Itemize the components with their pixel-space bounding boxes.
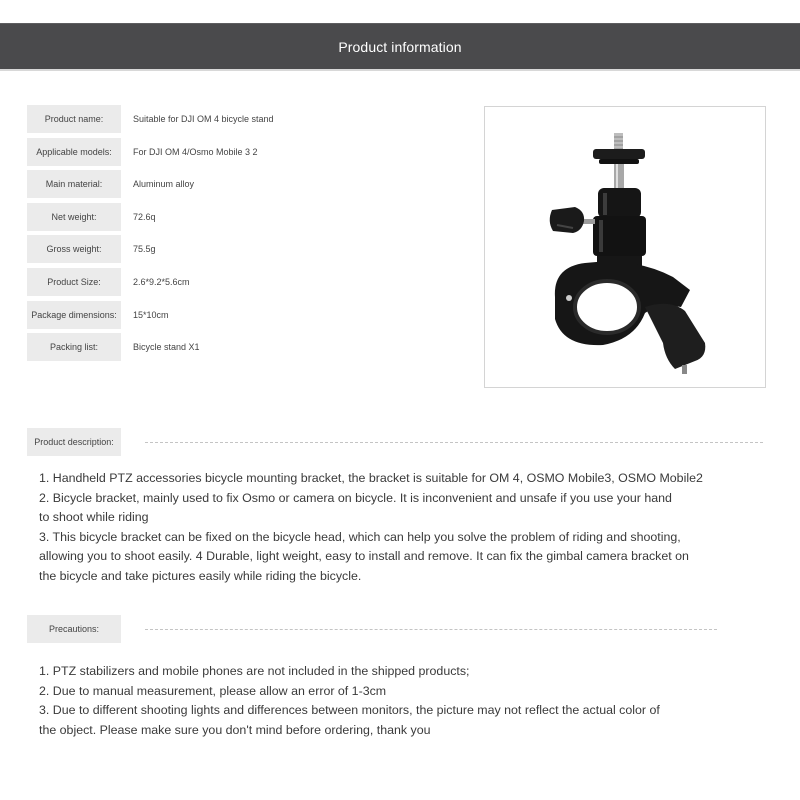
precautions-header: [27, 615, 717, 643]
divider-dashed: [145, 442, 763, 443]
divider-dashed: [145, 629, 717, 630]
spec-label: Applicable models:: [27, 138, 121, 166]
spec-label: Main material:: [27, 170, 121, 198]
spec-label: Gross weight:: [27, 235, 121, 263]
page-title: Product information: [338, 38, 462, 55]
spec-label: Net weight:: [27, 203, 121, 231]
spec-table: [27, 105, 467, 366]
spec-label: Product Size:: [27, 268, 121, 296]
spec-value: 2.6*9.2*5.6cm: [133, 276, 190, 287]
description-line: 2. Bicycle bracket, mainly used to fix Osmo or camera on bicycle. It is inconvenient and unsafe if you use your hand: [39, 490, 672, 505]
precautions-label: Precautions:: [27, 615, 121, 643]
spec-row-package-dimensions: [27, 301, 467, 329]
description-line: 1. Handheld PTZ accessories bicycle mounting bracket, the bracket is suitable for OM 4, OSMO Mobile3, OSMO Mobile2: [39, 471, 703, 485]
description-line: to shoot while riding: [39, 510, 149, 525]
spec-value: 75.5g: [133, 244, 156, 255]
product-image: [484, 106, 766, 388]
spec-value: Suitable for DJI OM 4 bicycle stand: [133, 114, 274, 124]
spec-value: 15*10cm: [133, 309, 169, 320]
product-description-text: [39, 469, 703, 587]
spec-value: Aluminum alloy: [133, 179, 195, 190]
precaution-line: the object. Please make sure you don't mind before ordering, thank you: [39, 722, 431, 737]
spec-value: 72.6q: [133, 211, 156, 222]
spec-value: Bicycle stand X1: [133, 342, 200, 353]
precaution-line: 3. Due to different shooting lights and differences between monitors, the picture may not reflect the actual color of: [39, 703, 660, 718]
spec-label: Packing list:: [27, 333, 121, 361]
precautions-text: [39, 662, 660, 740]
spec-row-net-weight: [27, 203, 467, 231]
description-line: the bicycle and take pictures easily while riding the bicycle.: [39, 568, 362, 583]
spec-row-packing-list: [27, 333, 467, 361]
precaution-line: 2. Due to manual measurement, please allow an error of 1-3cm: [39, 683, 387, 698]
spec-row-product-name: [27, 105, 467, 133]
precaution-line: 1. PTZ stabilizers and mobile phones are not included in the shipped products;: [39, 664, 470, 678]
spec-row-product-size: [27, 268, 467, 296]
spec-row-gross-weight: [27, 235, 467, 263]
product-description-header: [27, 428, 763, 456]
spec-row-applicable-models: [27, 138, 467, 166]
description-line: 3. This bicycle bracket can be fixed on the bicycle head, which can help you solve the problem of riding and shooting,: [39, 529, 681, 544]
spec-row-main-material: [27, 170, 467, 198]
header-bar: [0, 23, 800, 71]
spec-label: Product name:: [27, 105, 121, 133]
description-line: allowing you to shoot easily. 4 Durable, light weight, easy to install and remove. It can fix the gimbal camera bracket on: [39, 549, 689, 564]
spec-label: Package dimensions:: [27, 301, 121, 329]
bicycle-mount-image: [485, 107, 765, 387]
product-description-label: Product description:: [27, 428, 121, 456]
spec-value: For DJI OM 4/Osmo Mobile 3 2: [133, 146, 258, 157]
